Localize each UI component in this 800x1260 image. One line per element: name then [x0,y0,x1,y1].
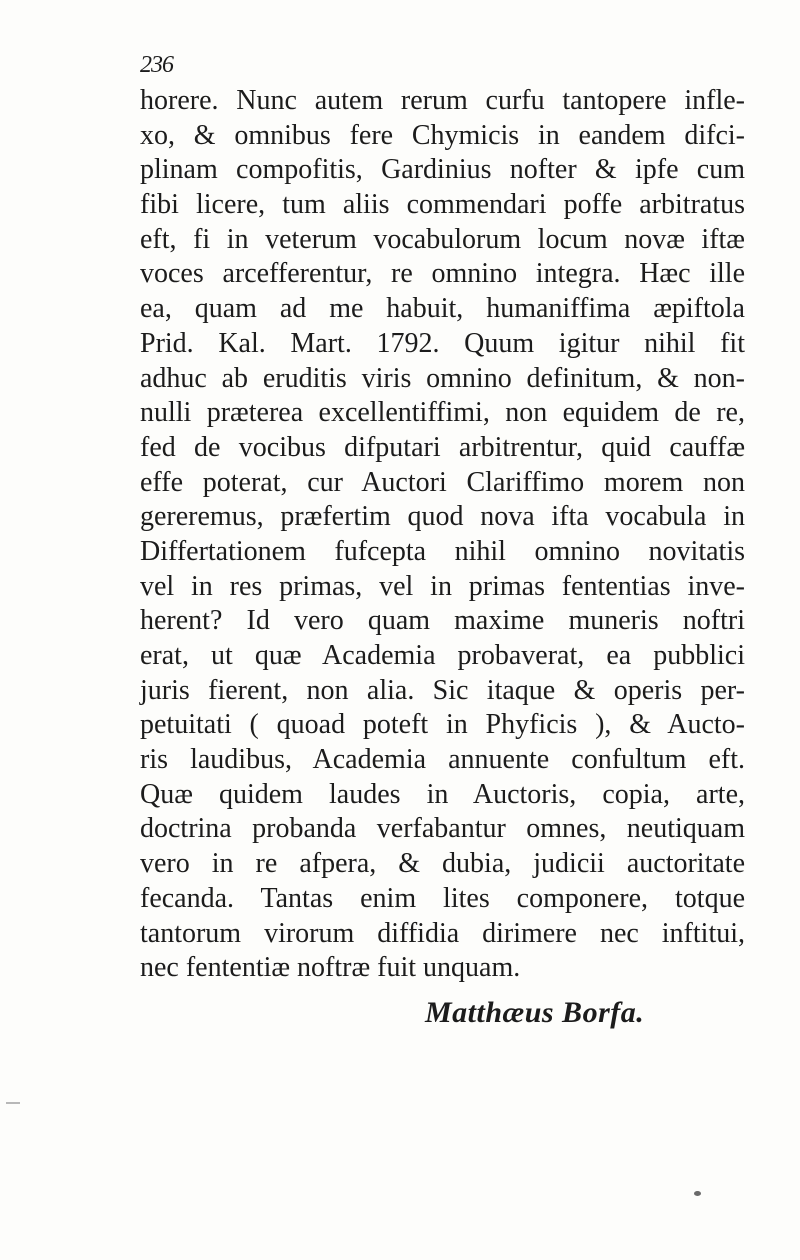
page-edge-mark [6,1102,20,1104]
text-line: Differtationem fufcepta nihil omnino novitatis [140,535,745,567]
page-number: 236 [140,52,173,78]
text-line: ea, quam ad me habuit, humaniffima æpiftola [140,293,745,325]
text-line: horere. Nunc autem rerum curfu tantopere infle- [140,85,745,116]
text-line: effe poterat, cur Auctori Clariffimo morem non [140,466,745,498]
text-line: fed de vocibus difputari arbitrentur, quid cauffæ [140,431,745,463]
text-line: xo, & omnibus fere Chymicis in eandem difci- [140,119,745,151]
body-text [140,84,745,986]
text-line: erat, ut quæ Academia probaverat, ea pubblici [140,640,745,671]
text-line: gereremus, præfertim quod nova ifta vocabula in [140,501,745,533]
text-line: doctrina probanda verfabantur omnes, neutiquam [140,813,745,845]
text-line: voces arcefferentur, re omnino integra. Hæc ille [140,258,745,290]
text-line: vel in res primas, vel in primas fententias inve- [140,570,745,602]
ink-smudge [694,1191,701,1196]
text-line: petuitati ( quoad poteft in Phyficis ), & Aucto- [140,709,745,741]
author-signature: Matthæus Borfa. [425,996,645,1029]
text-line: Quæ quidem laudes in Auctoris, copia, arte, [140,778,745,810]
text-line: herent? Id vero quam maxime muneris noftri [140,605,745,637]
text-line: nec fententiæ noftræ fuit unquam. [140,952,521,984]
text-line: plinam compofitis, Gardinius nofter & ipfe cum [140,154,745,186]
text-line: adhuc ab eruditis viris omnino definitum, & non- [140,362,745,394]
text-line: tantorum virorum diffidia dirimere nec inftitui, [140,917,745,949]
text-line: fibi licere, tum aliis commendari poffe arbitratus [140,189,745,221]
text-line: vero in re afpera, & dubia, judicii auctoritate [140,848,745,880]
text-line: Prid. Kal. Mart. 1792. Quum igitur nihil fit [140,327,745,359]
text-line: juris fierent, non alia. Sic itaque & operis per- [140,674,745,706]
text-line: nulli præterea excellentiffimi, non equidem de re, [140,397,745,429]
text-line: fecanda. Tantas enim lites componere, totque [140,882,745,914]
text-line: ris laudibus, Academia annuente confultum eft. [140,744,745,776]
text-line: eft, fi in veterum vocabulorum locum novæ iftæ [140,223,745,255]
